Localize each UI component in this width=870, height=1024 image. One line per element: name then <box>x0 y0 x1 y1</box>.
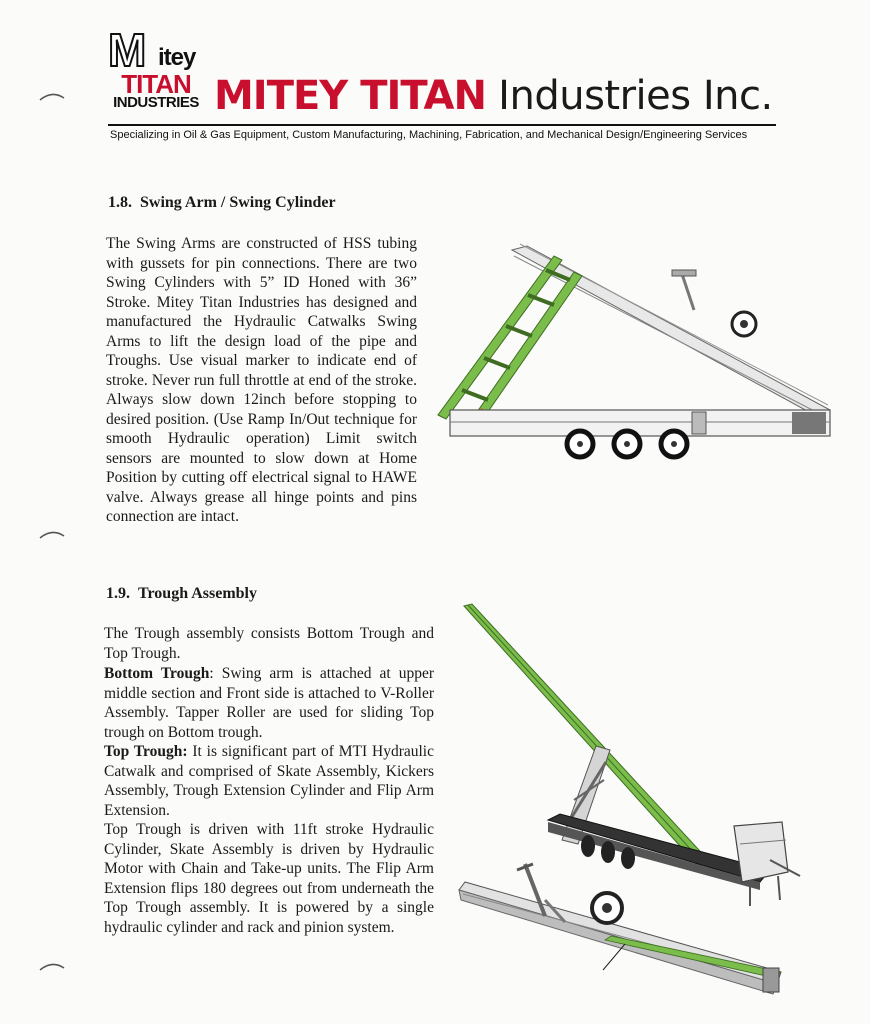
bottom-trough-paragraph <box>104 664 434 742</box>
section-intro-1-9: The Trough assembly consists Bottom Trough and Top Trough. <box>104 625 434 662</box>
flip-arm-detail-figure <box>455 860 785 1010</box>
company-logo <box>108 24 204 112</box>
logo-itey: itey <box>158 44 196 71</box>
company-suffix: Industries Inc. <box>485 73 773 119</box>
top-trough-label: Top Trough: <box>104 743 188 760</box>
swing-arm-figure <box>432 240 832 462</box>
header-rule <box>108 124 776 126</box>
top-trough-paragraph-2: Top Trough is driven with 11ft stroke Hydraulic Cylinder, Skate Assembly is driven by Hydraulic Motor with Chain and Take-up units. The Flip Arm Extension flips 180 degrees out from underneath the Top Trough assembly. It is powered by a single hydraulic cylinder and rack and pinion system. <box>104 821 434 936</box>
company-brand: MITEY TITAN <box>214 73 486 119</box>
section-heading-1-9: 1.9. Trough Assembly <box>106 585 257 602</box>
logo-industries: INDUSTRIES <box>113 94 199 111</box>
binder-hole-mark <box>38 90 66 102</box>
binder-hole-mark <box>38 960 66 972</box>
top-trough-paragraph <box>104 742 434 820</box>
bottom-trough-text: : Swing arm is attached at upper middle section and Front side is attached to V-Roller Assembly. Tapper Roller are used for sliding Top trough on Bottom trough. <box>104 665 434 741</box>
company-name <box>214 72 773 120</box>
logo-m: M <box>108 24 145 76</box>
company-tagline: Specializing in Oil & Gas Equipment, Custom Manufacturing, Machining, Fabrication, and Mechanical Design/Engineering Services <box>110 129 748 141</box>
binder-hole-mark <box>38 528 66 540</box>
top-trough-text: It is significant part of MTI Hydraulic Catwalk and comprised of Skate Assembly, Kickers Assembly, Trough Extension Cylinder and Flip Arm Extension. <box>104 743 434 819</box>
section-body-1-8: The Swing Arms are constructed of HSS tubing with gussets for pin connections. There are two Swing Cylinders with 5” ID Honed with 36” Stroke. Mitey Titan Industries has designed and manufactured the Hydraulic Catwalks Swing Arms to lift the design load of the pipe and Troughs. Use visual marker to indicate end of stroke. Never run full throttle at end of the stroke. Always slow down 12inch before stopping to desired position. (Use Ramp In/Out technique for smooth Hydraulic operation) Limit switch sensors are mounted to slow down at Home Position by cutting off electrical signal to HAWE valve. Always grease all hinge points and pins connection are intact. <box>106 235 417 525</box>
logo-titan: TITAN <box>121 69 191 99</box>
section-heading-1-8: 1.8. Swing Arm / Swing Cylinder <box>108 194 336 211</box>
bottom-trough-label: Bottom Trough <box>104 665 210 682</box>
